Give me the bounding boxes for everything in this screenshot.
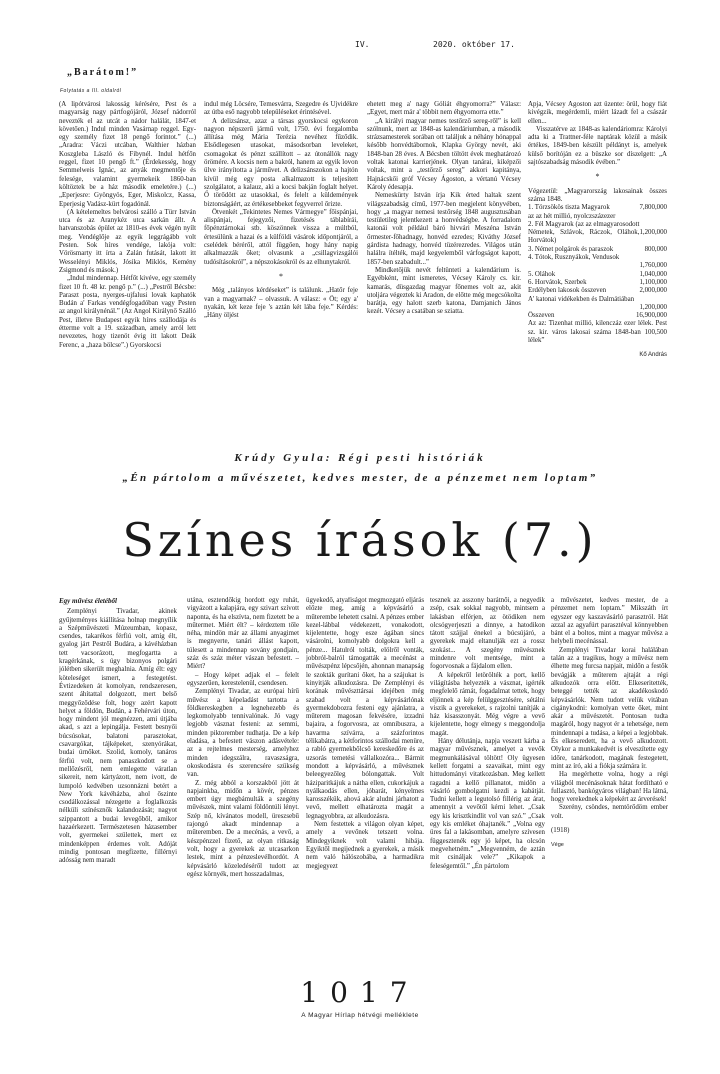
section-separator: * — [595, 172, 600, 182]
population-row — [528, 304, 667, 312]
population-row — [528, 296, 667, 304]
series-kicker: Krúdy Gyula: Régi pesti históriák — [234, 452, 486, 464]
paragraph: Nemeskürty István írja Kik érted haltak szent világszabadság című, 1977-ben megjelent könyvében, hogy „a magyar nemesi testőrség 1848 augusztusában testületileg jelentkezett a honvédségbe. A forradalom katonái volt például báró hivvári Meszéna István őrmester-főhadnagy, honvéd ezredes; Kiváthy József gárdista hadnagy, honvéd tüzérezredes. Világos után halálra ítélték, majd kegyelemből várfogságot kapott, 1857-ben szabadult...” — [367, 192, 521, 266]
paragraph: Szerény, csöndes, nemtörődöm ember volt. — [551, 804, 668, 820]
paragraph: A képekről letörölték a port, kellő világításba helyezték a vásznat, igérték megfelelő rámát, fogadalmat tettek, hogy eljönnek a kép felülggesztésére, sétálni viszik a gyerekeket, s rajzolni tanítják a ház kisasszonyát. Még végre a vevő kijelentette, hogy elmegy s meggondolja magát. — [430, 671, 545, 737]
paragraph: Nem festettek a világon olyan képet, amely a vevőnek tetszett volna. Mindegyiknek volt valami hibája. Egyiktől megijednek a gyerekek, a másik nem való hálószobába, a harmadikra megjegyezt — [306, 821, 424, 870]
population-label: Németek, Szlávok, Ráczok, Oláhok, Horvátok) — [528, 229, 640, 245]
paragraph: Z. még abból a korszakból jött át napjainkba, midőn a kövér, pénzes embert úgy megbámulták a szegény művészek, mint valami földöntúli lényt. Szép nő, kívánatos modell, üreszsebű rajongó akadt mindennap a műteremben. De a mecénás, a vevő, a készpénzzel fizető, az olyan ritkaság volt, hogy a gyerekek az utcasarkon lestek, mint a pénzeslevélhordót. A képvásárló közeledéséről tudott az egész környék, mert hosszadalmas, — [187, 779, 299, 878]
population-label: 5. Oláhok — [528, 270, 556, 278]
article2-column-3 — [306, 597, 424, 959]
paragraph: Hány délutánja, napja veszett kárba a magyar művésznek, amelyet a vevők megmunkálásával töltött! Oly ügyesen kellett forgatni a szavaikat, mint egy hittudományi vitatkozásban. Meg kellett ragadni a kellő pillanatot, midőn a vásárló gombolgatni kezdi a kabátját. Tudni kellett a legutolsó fillérig az árat, amennyit a vevőtől kérni lehet. „Csak egy kis krisztkindlit vol van szó.” „Csak egy kis emléket óhajtanék.” „Volna egy üres fal a lakásomban, amelyre szívesen függesztenék egy jó képet, ha olcsón megvehetném.” „Megvenném, de aztán mit csináljak vele?” „Kikapok a feleségemtől.” „Én pártolom — [430, 738, 545, 870]
paragraph: utána, esztendőkig hordott egy ruhát, vigyázott a kalapjára, egy szivart szívott naponta, és ha elszívta, nem fizetett be a műtermet. Miért élt? – kérdeztem tőle néha, mindön már az állami anyagimet is megnyerte, tanári állást kapott, túlesett a mindennap sovány gondjain, száz és száz méter vászan befestett. – Miért? — [187, 597, 299, 671]
paragraph: Mindketőjük nevét feltünteti a kalendárium is. Egyébként, mint ismeretes, Vécsey Károly cs. kir. kamarás, düsgazdag magyar főnemes volt az, akit utoljára végeztek ki Aradon, de előtte még megcsókolta barátja, egy halott szerb katona, Damjanich János kezét. Vécsey a csatában se sziatta. — [367, 266, 521, 316]
pull-quote: „Én pártolom a művészetet, kedves mester, de a pénzemet nem loptam” — [122, 472, 598, 484]
population-label: Összeven — [528, 312, 555, 320]
section-title: Egy művész életéből — [59, 597, 117, 605]
paragraph: tesznek az asszony barátnői, a negyedik zsép, csak sokkal nagyobb, mintsem a lakásban elférjen, az ötödiken nem olcsógyerjeszti a dinnye, a hatodikon tátott szájjal énekel a búcsújáró, a gyerekek majd eltanulják ezt a rossz szokást... A szegény művésznek mindenre volt mentsége, mint a fogorvosnak a fájdalom ellen. — [430, 597, 545, 671]
issue-number: IV. — [355, 40, 370, 49]
population-label: 6. Horvátok, Szerbek — [528, 278, 587, 286]
population-value: 1,760,000 — [639, 262, 667, 270]
population-row — [528, 213, 667, 221]
population-row — [528, 262, 667, 270]
population-label: Erdélyben lakosok összeven — [528, 287, 607, 295]
paragraph: „Indul mindennap. Hétfőt kivéve, egy személy fizet 10 ft. 48 kr. pengő p.” (...) „Pestről Bécsbe: Paraszt posta, nyerges-ujfalusi lovak kaphatók Budán a' Farkas vendégfogadóban vagy Pesten az angol királynénál.” (Az Angol Királynő Szálló Pest, illetve Budapest egyik híres szállodája és étterme volt a 19. században, amely arról lett nevezetes, hogy tizenöt évig itt lakott Deák Ferenc, a „haza bölcse”.) Gyorskocsi — [59, 275, 196, 349]
population-value: 16,900,000 — [635, 312, 667, 320]
population-table — [528, 204, 667, 320]
population-value: 1,040,000 — [639, 270, 667, 278]
issue-date: 2020. október 17. — [433, 40, 515, 49]
article2-column-1 — [59, 597, 177, 959]
article1-column-3 — [367, 101, 521, 437]
end-mark: Vége — [551, 842, 564, 849]
paragraph: ügyekedő, atyafiságot megmozgató eljárás előzte meg, amíg a képvásárló a műterembe lehetett csalni. A pénzes ember kezel-lábbal védekezett, vonakodott, kijelentette, hogy esze ágában sincs vásárolni, komolyabb dolgokra kell a pénze... Hatulról tolták, elölről vonták, jobbról-balról támogatták a mecénást a művészpénz lépcsőjén, ahonnan manapság le szokták gurítani őket, ha a szájukat is kinyitják alkudozásra. De Zemplényi és korának művészttársai idejében még szabad volt a képvásárlónak gyermekdobozra festeni egy ajánlatra, a műterem magosan fekvésére, izzadni bajaira, a fogorvosra, az omnibuszra, a havarma szívárra, a százforintos télikabátra, a kétforintos szállodai menüre, a rabló gyermekbőlcső kereskedőre és az uzsorás temetési vállalkozóra... Bármit mondott a képvásárló, a művésznek beleegyezőleg bólongattak. Volt háziparitkájuk a nátha ellen, cukorkájuk a nyálkaodás ellen, jóbarát, kényelmes karosszékük, ahová akár aludni járhatott a vevő, mellett elhatározta magát a legnagyobbra, az alkudozásra. — [306, 597, 424, 820]
paragraph: (A lipótvárosi lakosság kérésére, Pest és a magyarság nagy pártfogójáról, József nádorról nevezték el az utcát a nádor halálát, 1847-et követően.) Indul minden Vasárnap reggel. Egy-egy személy fizet 18 pengő forintot.” (...) „Aradra: Váczi utcában, Walthier házban Koszgleba László és Fibynél. Indul hétfőn reggel, fizet 10 pengő ft.” (Érdekesség, hogy Semmelweis Ignác, az anyák megmentője és felesége, valamint gyermekeik 1860-ban költöztek be a ház második emeletére.) (...) „Eperjesre: Gyöngyös, Eger, Miskolcz, Kassa, Eperjesig Vadász-kürt fogadónál. — [59, 101, 196, 208]
article1-column-2 — [204, 101, 358, 437]
population-label: A' katonai vidékekben és Dalmátiában — [528, 295, 635, 303]
paragraph: „A királyi magyar nemes testőrző sereg-ről” is kell szólnunk, mert az 1848-as kalendáriumban, a második strázsamesterek sorában ott találjuk a néhány hónappal később honvédtábornok, Klapka György nevét, aki 1848-ban 28 éves. A Bécsben töltött évek meghatározó voltak katonai karrierjének. Olyan tanárai, kiképzői voltak, mint a „testőrző sereg” akkori kapitánya, Hajnácskői gróf Vécsey Ágoston, a vértanú Vécsey Károly édesapja. — [367, 117, 521, 191]
paragraph: (A kételemeltes belvárosi szálló a Türr István utca és az Aranykéz utca sarkán állt. A hatvanszobás épület az 1810-es évek végén nyílt meg. Vendéglője az egyik leggrágább volt Pesten. Sok híres vendége, lakója volt: Vörösmarty itt írta a Zalán futását, lakott itt Wesselényi Miklós, Jósika Miklós, Kemény Zsigmond és mások.) — [59, 208, 196, 274]
article2-column-4 — [430, 597, 545, 959]
population-row — [528, 254, 667, 262]
population-value: 7,800,000 — [639, 204, 667, 212]
paragraph: Zemplényi Tivadar, akinek gyűjteményes kiállítása holnap megnyílik a Szépművészeti Múzeumban, kopasz, csendes, takarékos férfiú volt, amíg élt, gyalog járt Pestről Budára, a kávéházban tett vacsorázott, megfogartta a kragérkának, s úgy bizonyos polgári jólétben sikerült meghalnia. Amíg élt: egy köteleséget ismert, a festegetést. Évtizedeken át komolyan, rendszeresen, szent áhítattal dolgozott, mert belső meggyőződése folt, hogy azért kapott helyet a földön, Budán, a Fehérvári úton, hogy mindent jól megnézzen, ami útjába akad, s azt a lepingálja. Festett besnyői búcsúsokat, balatoni parasztokat, csavargókat, tájképeket, szenyórákat, budai úrnőket. Szolid, komoly, tanáros férfiú volt, nem panaszkodott se a mellőzésről, nem emlegette váratlan sikereit, nem kártyázott, nem ivott, de lumpoló kedvében uzsonnázni betért a New York kávéházba, ahol őszinte csodálkozással nézegette a foglalkozás nélküli színésznők kalandozását; nagyot szippantott a budai levegőből, amikor hazaérkezett. Természetesen házasember volt, gyermekei születtek, mert ez mindenképpen érdemes volt. Adóját mindig pontosan megfizette, fillérnyi adósság nem maradt — [59, 608, 177, 865]
population-label: az az hét millió, nyolczszázezer — [528, 212, 616, 220]
population-value: 800,000 — [644, 245, 667, 253]
population-value: 1,200,000 — [639, 303, 667, 311]
main-headline: Színes írások (7.) — [122, 513, 598, 567]
page-number: 1017 — [300, 976, 420, 1009]
population-row — [528, 271, 667, 279]
population-outro: Az az: Tizenhat millió, kilenczáz ezer lélek. Pest sz. kir. város lakosai száma 1848-ban 100,500 lélek” — [528, 320, 667, 345]
population-label: 2. Fél Magyarok (az az elmagyarosodott — [528, 220, 640, 228]
author-signature: Kő András — [639, 352, 667, 359]
population-label: 4. Tótok, Rusznyákok, Vendusok — [528, 254, 620, 262]
article2-column-5 — [551, 597, 668, 959]
year-note: (1918) — [551, 827, 570, 835]
population-value: 1,100,000 — [639, 278, 667, 286]
paragraph: Apja, Vécsey Ágoston azt üzente: örül, hogy fiát kivégzik, megérdemli, miért lázadt fel a császár ellen... — [528, 101, 667, 125]
article1-column-1 — [59, 101, 196, 437]
paragraph: A delizsánsz, azaz a társas gyorskocsi egykoron nagyon népszerű jármű volt, 1750. évi forgalomba állítása még Mária Terézia nevéhez fűződik. Elsődlegesen utasokat, másodsorban leveleket, csomagokat és pénzt szállított – az útonállók nagy örömére. A kocsis nem a bakról, hanem az egyik lovon ülve irányította a járművet. A delizsánszokon a hajtón kívül még egy posta alkalmazott is teljesített szolgálatot, a kalauz, aki a kocsi bakján foglalt helyet. Ő törődött az utasokkal, és felelt a küldemények biztonságáért, az értékesebbeket fegyverrel őrizte. — [204, 117, 358, 208]
paragraph: Még „talányos kérdéseket” is találunk. „Hatőr feje van a magyarnak? – olvassuk. A válasz: « Öt; egy a' nyakán, két keze feje 's aztán két lába feje.” Kérdés: „Hány öljést — [204, 287, 358, 320]
population-intro: Végezetül: „Magyarország lakosainak összes száma 1848. — [528, 187, 667, 203]
paragraph: Ötvenkét „Tekintetes Nemes Vármegye” főispánjai, alispánjai, fejegyzői, fizetésés táblabírái, főpénztárnokai stb. köszönnek vissza a múltból, értesülünk a hazai és a külföldi vásárok időpontjáról, a cselédek béréről, attól függően, hogy hány napig alkalmazzák őket; olvasunk a „csillagvizsgálói tudósításokról”, a népszokásokról és az elhunytakról. — [204, 208, 358, 266]
supplement-name: A Magyar Hírlap hétvégi melléklete — [301, 1012, 419, 1019]
continued-note: Folytatás a III. oldalról — [60, 88, 122, 94]
paragraph: Zemplényi Tivadar korai halálában talán az a tragikus, hogy a művész nem élhette meg furcsa napjait, midőn a festők bevágják a műterem ajtaját a régi alkudozók orra előtt. Elkeseritették, beteggé tették az akadékoskodó képvásárlók. Nem tudott velük vitában cigánykodni: komolyan vette őket, mint akár a művészetét. Pontosan tudta magáról, hogy nagyot ér a tehetsége, nem mindennapi a tudása, a képei a legjobbak. És elkeseredett, ha a vevő alkudozott. Olykor a munkakedvét is elveszítette egy időre, tanárkodott, magának festegetett, mint az író, aki a fiókja számára ír. — [551, 646, 668, 770]
population-row — [528, 246, 667, 254]
paragraph: Zemplényi Tivadar, az európai hírű művész a képeladást tartotta a földkereskegben a legnehezebb és legkomolyabb tennivalónak. Jó vagy legjobb vásznat festeni: az semmi, minden piktorember tudhatja. De a kép eladása, a befestett vászon adásvétele: az a rejtelmes mesterség, amelyhez minden idegszálra, ravaszságra, okoskodásra és szerencsére szükség van. — [187, 688, 299, 779]
paragraph: a művészetet, kedves mester, de a pénzemet nem loptam.” Mikszáth írt egyszer egy kaszavásárló parasztról. Hát azzal az agyafúrt parasztéval könnyebben bánt el a boltos, mint a magyar művész a helybeli mecénással. — [551, 597, 668, 646]
population-row — [528, 312, 667, 320]
paragraph: indul még Löcsére, Temesvárra, Szegedre és Újvidékre az útba eső nagyobb településeket érintésével. — [204, 101, 358, 117]
paragraph: – Hogy képet adjak el – felelt egyszerűen, kerestelenül, csendesen. — [187, 671, 299, 687]
article1-column-4 — [528, 101, 667, 437]
population-value: 2,000,000 — [639, 287, 667, 295]
paragraph: Visszatérve az 1848-as kalendáriomra: Károlyi adta ki a Trattner-féle naptárak közül a másik értékes, 1849-ben készült példányt is, amelyek külső borítóján ez a büszke sor díszelgett: „A sajtószabadság második évében.” — [528, 125, 667, 167]
population-row — [528, 221, 667, 229]
population-label: 1. Törzsökös tiszta Magyarok — [528, 204, 610, 212]
article2-column-2 — [187, 597, 299, 959]
paragraph: Ha megérhette volna, hogy a régi világból mecénásoknak hátat fordítható e fullasztó, bankógyáros világban! Ha látná, hogy verekednek a képekért az árverések! — [551, 771, 668, 804]
population-row — [528, 287, 667, 295]
population-row — [528, 279, 667, 287]
article-title: „Barátom!” — [67, 67, 139, 78]
paragraph: ehetett meg a' nagy Góliát éhgyomorra?” Válasz: „Egyet, mert már a' többit nem éhgyomorra ette.” — [367, 101, 521, 117]
population-value: 1,200,000 — [639, 229, 667, 237]
population-row — [528, 229, 667, 246]
section-separator: * — [279, 271, 283, 281]
population-row — [528, 204, 667, 212]
population-label: 3. Német polgárok és paraszok — [528, 245, 614, 253]
